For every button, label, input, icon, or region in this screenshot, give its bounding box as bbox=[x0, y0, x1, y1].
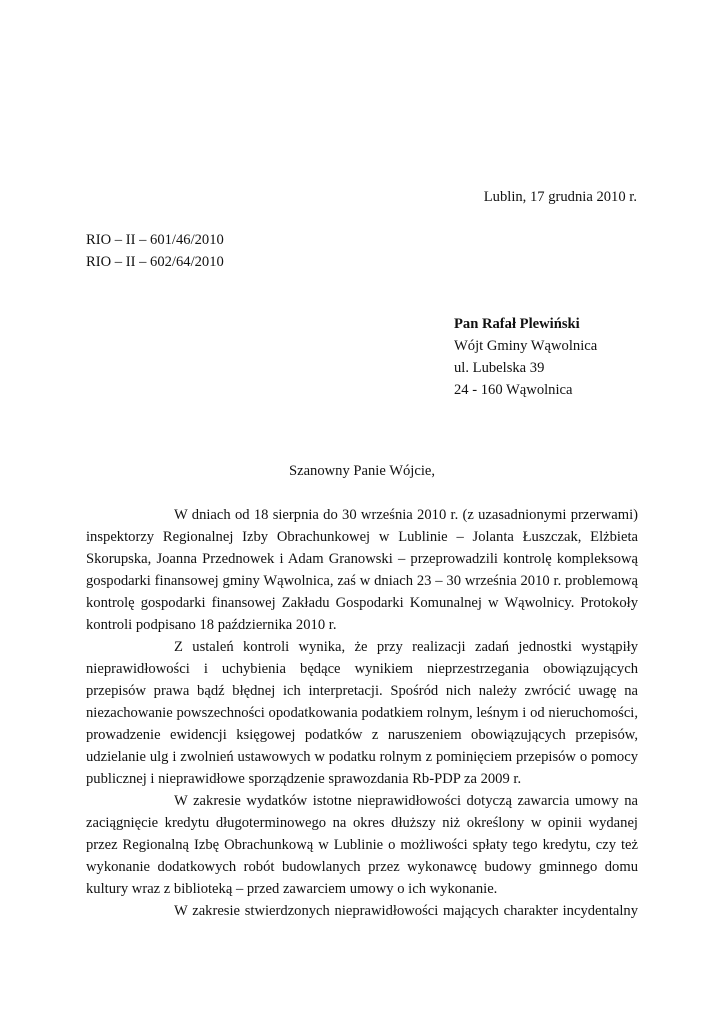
recipient-street: ul. Lubelska 39 bbox=[454, 360, 545, 376]
body-paragraph: W dniach od 18 sierpnia do 30 września 2010 r. (z uzasadnionymi przerwami) inspektorzy Regionalnej Izby Obrachunkowej w Lublinie – Jolanta Łuszczak, Elżbieta Skorupska, Joanna Przednowek i Adam Granowski – przeprowadzili kontrolę kompleksową gospodarki finansowej gminy Wąwolnica, zaś w dniach 23 – 30 września 2010 r. problemową kontrolę gospodarki finansowej Zakładu Gospodarki Komunalnej w Wąwolnicy. Protokoły kontroli podpisano 18 października 2010 r. bbox=[86, 507, 638, 633]
greeting: Szanowny Panie Wójcie, bbox=[288, 463, 436, 479]
reference-numbers bbox=[86, 229, 224, 273]
letter-date: Lublin, 17 grudnia 2010 r. bbox=[483, 189, 637, 205]
reference-number: RIO – II – 602/64/2010 bbox=[86, 254, 224, 270]
recipient-title: Wójt Gminy Wąwolnica bbox=[454, 338, 598, 354]
recipient-name: Pan Rafał Plewiński bbox=[454, 316, 580, 332]
recipient-address bbox=[454, 313, 597, 401]
letter-body bbox=[86, 504, 638, 922]
body-paragraph: W zakresie wydatków istotne nieprawidłowości dotyczą zawarcia umowy na zaciągnięcie kredytu długoterminowego na okres dłuższy niż określony w opinii wydanej przez Regionalną Izbę Obrachunkową w Lublinie o możliwości spłaty tego kredytu, czy też wykonanie dodatkowych robót budowlanych przez wykonawcę budowy gminnego domu kultury wraz z biblioteką – przed zawarciem umowy o ich wykonanie. bbox=[86, 793, 638, 897]
recipient-city: 24 - 160 Wąwolnica bbox=[454, 382, 573, 398]
body-paragraph: W zakresie stwierdzonych nieprawidłowości mających charakter incydentalny bbox=[174, 903, 638, 919]
body-paragraph: Z ustaleń kontroli wynika, że przy realizacji zadań jednostki wystąpiły nieprawidłowości i uchybienia będące wynikiem nieprzestrzegania obowiązujących przepisów prawa bądź błędnej ich interpretacji. Spośród nich należy zwrócić uwagę na niezachowanie powszechności opodatkowania podatkiem rolnym, leśnym i od nieruchomości, prowadzenie ewidencji księgowej podatków z naruszeniem obowiązujących przepisów, udzielanie ulg i zwolnień ustawowych w podatku rolnym z pominięciem przepisów o pomocy publicznej i nieprawidłowe sporządzenie sprawozdania Rb-PDP za 2009 r. bbox=[86, 639, 638, 787]
reference-number: RIO – II – 601/46/2010 bbox=[86, 232, 224, 248]
